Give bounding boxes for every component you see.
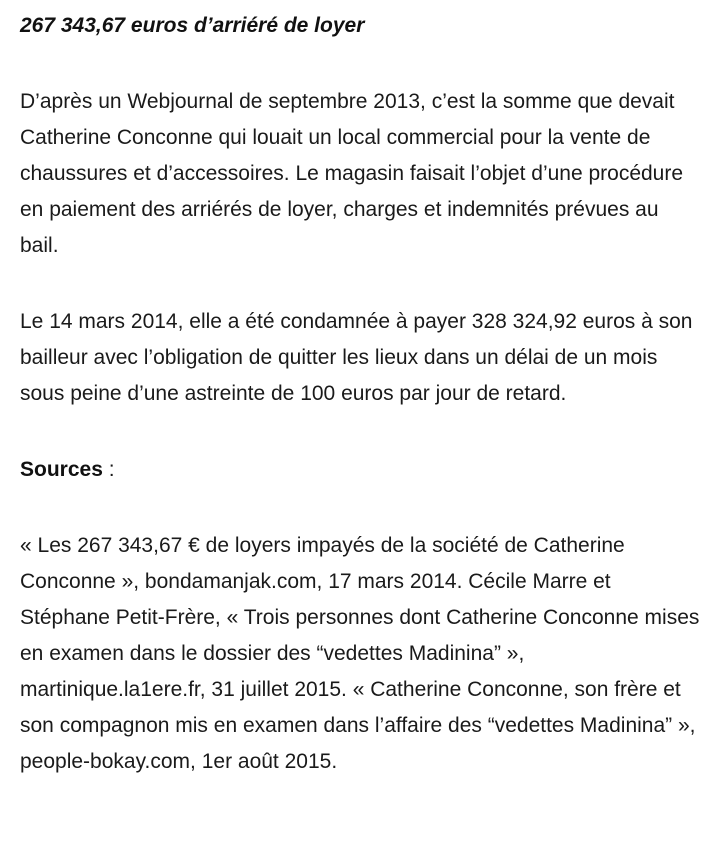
spacer [20,44,702,84]
sources-colon: : [102,458,115,481]
spacer [20,264,702,304]
sources-label: Sources [20,458,103,481]
spacer [20,412,702,452]
sources-list: « Les 267 343,67 € de loyers impayés de la société de Catherine Conconne », bondamanjak.com, 17 mars 2014. Cécile Marre et Stéphane Petit-Frère, « Trois personnes dont Catherine Conconne mises en examen dans le dossier des “vedettes Madinina” », martinique.la1ere.fr, 31 juillet 2015. « Catherine Conconne, son frère et son compagnon mis en examen dans l’affaire des “vedettes Madinina” », people-bokay.com, 1er août 2015. [20,534,700,773]
spacer [20,488,702,528]
sources-heading [20,452,702,488]
paragraph-webjournal: D’après un Webjournal de septembre 2013, c’est la somme que devait Catherine Conconne qui louait un local commercial pour la vente de chaussures et d’accessoires. Le magasin faisait l’objet d’une procédure en paiement des arriérés de loyer, charges et indemnités prévues au bail. [20,90,684,257]
paragraph-condamnation: Le 14 mars 2014, elle a été condamnée à payer 328 324,92 euros à son bailleur avec l’obligation de quitter les lieux dans un délai de un mois sous peine d’une astreinte de 100 euros par jour de retard. [20,310,693,405]
article-heading: 267 343,67 euros d’arriéré de loyer [20,14,365,37]
